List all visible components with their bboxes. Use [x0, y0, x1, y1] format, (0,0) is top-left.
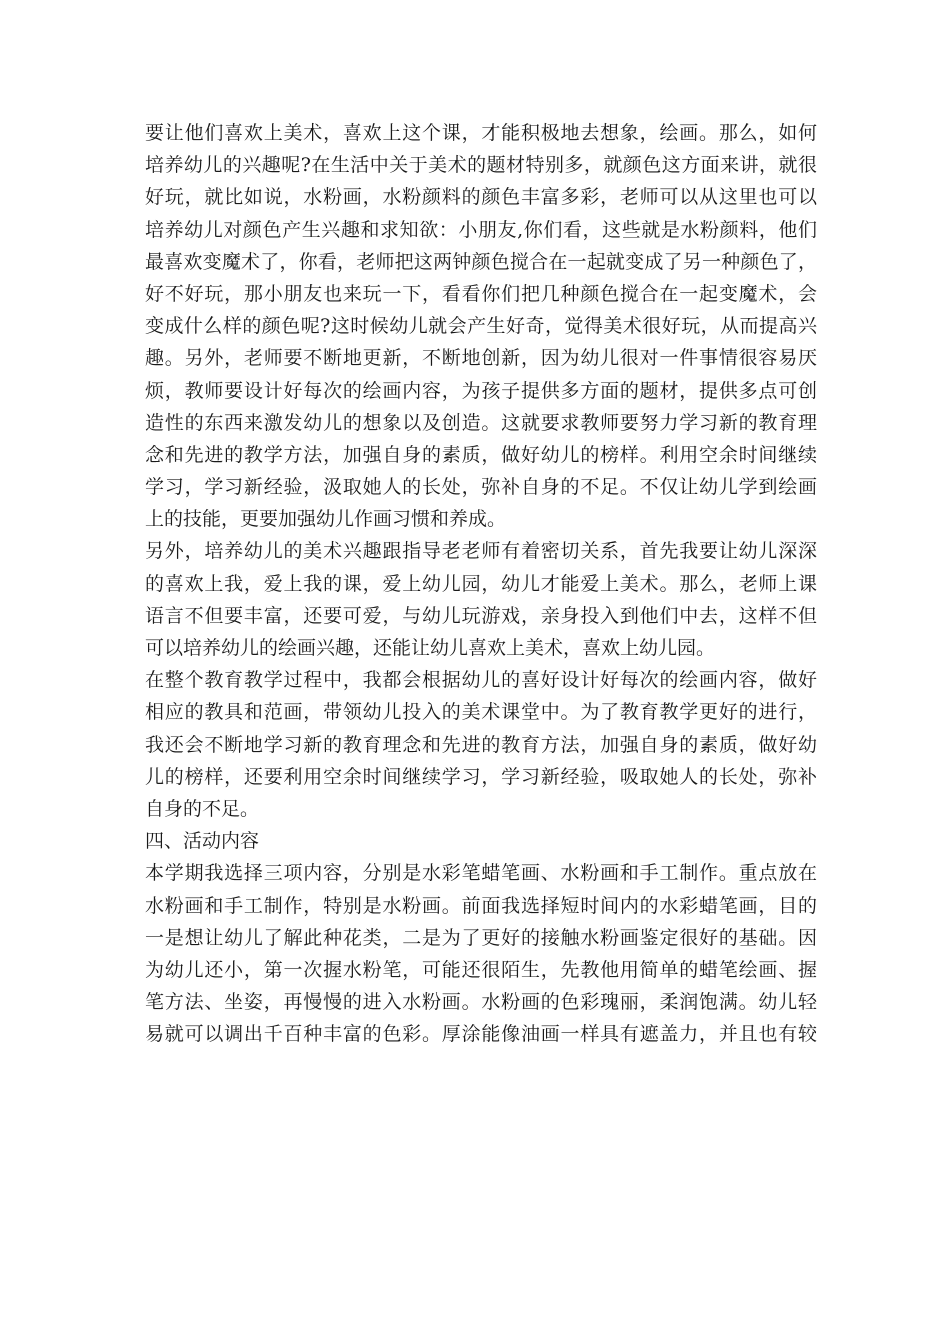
text-line: 本学期我选择三项内容，分别是水彩笔蜡笔画、水粉画和手工制作。重点放在: [145, 862, 817, 885]
text-line: 在整个教育教学过程中，我都会根据幼儿的喜好设计好每次的绘画内容，做好: [145, 669, 817, 692]
text-line: 念和先进的教学方法，加强自身的素质，做好幼儿的榜样。利用空余时间继续: [145, 443, 817, 466]
text-line: 烦，教师要设计好每次的绘画内容，为孩子提供多方面的题材，提供多点可创: [145, 379, 817, 402]
text-line: 学习，学习新经验，汲取她人的长处，弥补自身的不足。不仅让幼儿学到绘画: [145, 476, 817, 499]
text-line: 笔方法、坐姿，再慢慢的进入水粉画。水粉画的色彩瑰丽，柔润饱满。幼儿轻: [145, 991, 817, 1014]
text-line: 易就可以调出千百种丰富的色彩。厚涂能像油画一样具有遮盖力，并且也有较: [145, 1023, 817, 1046]
text-line: 培养幼儿对颜色产生兴趣和求知欲：小朋友,你们看，这些就是水粉颜料，他们: [145, 218, 817, 241]
text-line: 另外，培养幼儿的美术兴趣跟指导老老师有着密切关系，首先我要让幼儿深深: [145, 540, 817, 563]
text-line: 趣。另外，老师要不断地更新，不断地创新，因为幼儿很对一件事情很容易厌: [145, 347, 817, 370]
text-line: 自身的不足。: [145, 797, 260, 820]
text-line: 相应的教具和范画，带领幼儿投入的美术课堂中。为了教育教学更好的进行，: [145, 701, 817, 724]
text-line: 可以培养幼儿的绘画兴趣，还能让幼儿喜欢上美术，喜欢上幼儿园。: [145, 637, 716, 659]
text-line: 造性的东西来激发幼儿的想象以及创造。这就要求教师要努力学习新的教育理: [145, 411, 817, 434]
text-line: 要让他们喜欢上美术，喜欢上这个课，才能积极地去想象，绘画。那么，如何: [145, 122, 817, 144]
text-line: 四、活动内容: [145, 830, 260, 853]
text-line: 语言不但要丰富，还要可爱，与幼儿玩游戏，亲身投入到他们中去，这样不但: [145, 604, 817, 627]
text-line: 变成什么样的颜色呢?这时候幼儿就会产生好奇，觉得美术很好玩，从而提高兴: [145, 315, 817, 338]
text-line: 儿的榜样，还要利用空余时间继续学习，学习新经验，吸取她人的长处，弥补: [145, 765, 817, 788]
text-line: 的喜欢上我，爱上我的课，爱上幼儿园，幼儿才能爱上美术。那么，老师上课: [145, 572, 817, 595]
text-line: 为幼儿还小，第一次握水粉笔，可能还很陌生，先教他用简单的蜡笔绘画、握: [145, 958, 817, 981]
text-line: 水粉画和手工制作，特别是水粉画。前面我选择短时间内的水彩蜡笔画，目的: [145, 894, 817, 917]
text-line: 一是想让幼儿了解此种花类，二是为了更好的接触水粉画鉴定很好的基础。因: [145, 926, 817, 949]
text-line: 培养幼儿的兴趣呢?在生活中关于美术的题材特别多，就颜色这方面来讲，就很: [145, 154, 817, 177]
text-line: 我还会不断地学习新的教育理念和先进的教育方法，加强自身的素质，做好幼: [145, 733, 817, 756]
text-line: 好不好玩，那小朋友也来玩一下，看看你们把几种颜色搅合在一起变魔术，会: [145, 282, 817, 305]
text-line: 最喜欢变魔术了，你看，老师把这两钟颜色搅合在一起就变成了另一种颜色了，: [145, 250, 817, 273]
document-body: [145, 117, 817, 1050]
text-line: 上的技能，更要加强幼儿作画习惯和养成。: [145, 508, 507, 531]
text-line: 好玩，就比如说，水粉画，水粉颜料的颜色丰富多彩，老师可以从这里也可以: [145, 186, 817, 209]
